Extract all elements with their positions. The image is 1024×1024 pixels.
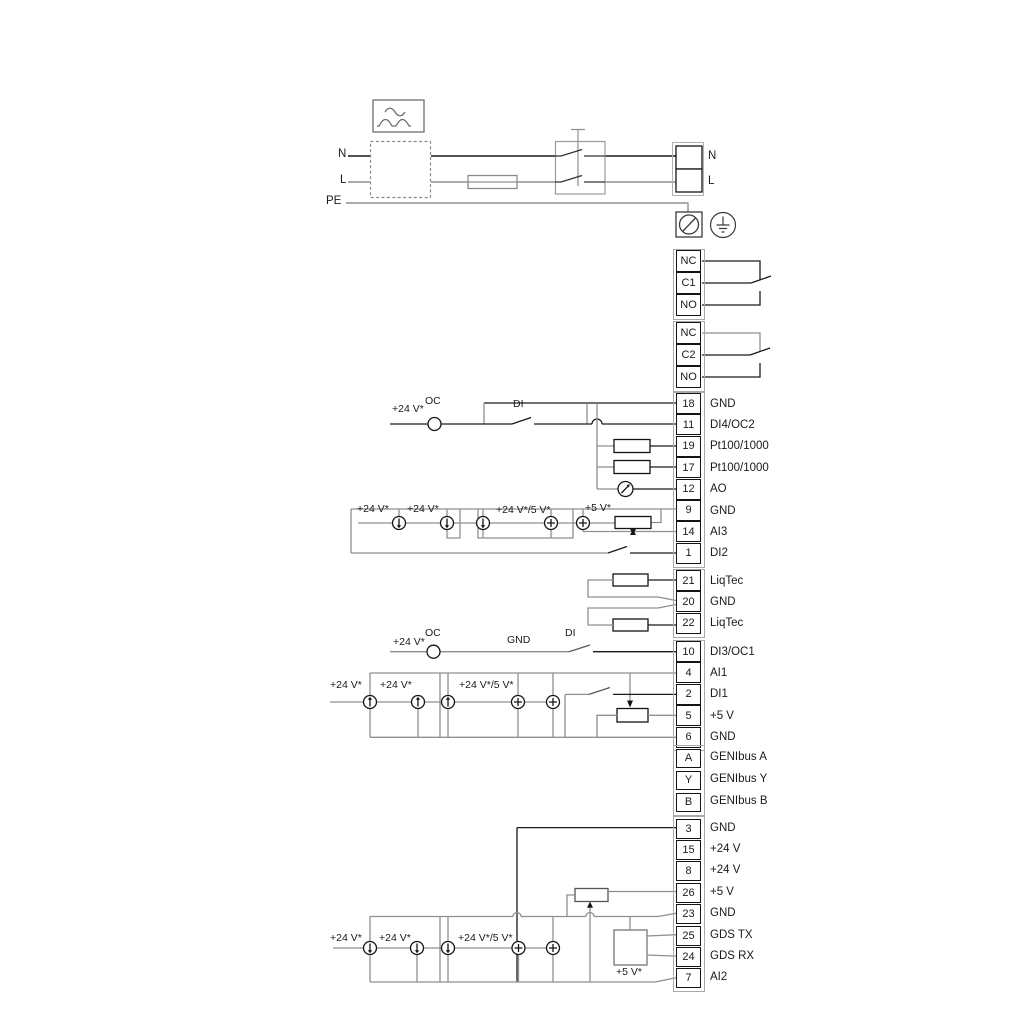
terminal-row [673, 903, 893, 924]
terminal-strip-io3 [673, 817, 893, 988]
current-source-icon [442, 696, 455, 709]
terminal-23: 23 [676, 904, 701, 924]
terminal-row [673, 366, 893, 388]
terminal-row [673, 570, 893, 591]
terminal-row [673, 322, 893, 344]
terminal-row [673, 662, 893, 683]
terminal-12: 12 [676, 479, 701, 500]
terminal-row [673, 641, 893, 662]
terminal-1: 1 [676, 543, 701, 564]
label-mains-pe: PE [326, 195, 342, 207]
terminal-label: AI3 [710, 526, 728, 539]
filter-box-icon [371, 142, 431, 198]
open-collector-icon [428, 418, 441, 431]
current-source-icon [364, 942, 377, 955]
terminal-row [673, 272, 893, 294]
terminal-label: AO [710, 483, 727, 496]
analog-output-meter-icon [618, 482, 633, 497]
terminal-26: 26 [676, 883, 701, 903]
terminal-nc2: NC [676, 322, 701, 344]
terminal-row [673, 838, 893, 859]
terminal-label: GDS RX [710, 950, 755, 963]
current-source-icon [364, 696, 377, 709]
terminal-strip-genibus [673, 746, 893, 812]
terminal-row [673, 746, 893, 768]
terminal-strip-relay2 [673, 322, 893, 388]
label-di: DI [565, 627, 576, 639]
voltage-source-icon [577, 517, 590, 530]
label-oc: OC [425, 627, 441, 639]
terminal-row [673, 768, 893, 790]
label-24v: +24 V* [392, 403, 424, 415]
terminal-label: DI3/OC1 [710, 645, 755, 658]
open-collector-icon [427, 645, 440, 658]
ai2-gds-wiring [333, 828, 676, 982]
terminal-row [673, 344, 893, 366]
ac-dc-converter-icon [373, 100, 424, 132]
terminal-label: GND [710, 596, 736, 609]
terminal-row [673, 613, 893, 634]
label-mains-l-out: L [708, 175, 715, 187]
terminal-20: 20 [676, 591, 701, 612]
terminal-10: 10 [676, 641, 701, 662]
gds-module-icon [614, 930, 647, 965]
terminal-label: AI1 [710, 667, 728, 680]
terminal-y: Y [676, 771, 701, 790]
label-5v: +5 V* [585, 502, 611, 514]
terminal-25: 25 [676, 926, 701, 946]
terminal-row [673, 945, 893, 966]
label-24v: +24 V* [379, 932, 411, 944]
terminal-label: DI2 [710, 547, 728, 560]
terminal-7: 7 [676, 968, 701, 988]
terminal-2: 2 [676, 684, 701, 705]
terminal-22: 22 [676, 613, 701, 634]
terminal-6: 6 [676, 727, 701, 748]
terminal-label: GND [710, 821, 736, 834]
terminal-no1: NO [676, 294, 701, 316]
current-source-icon [441, 517, 454, 530]
potentiometer-icon [575, 889, 608, 902]
label-mains-l-in: L [340, 174, 347, 186]
label-mains-n-out: N [708, 150, 717, 162]
di-switch-icon [512, 418, 531, 425]
label-24v-5v: +24 V*/5 V* [496, 504, 551, 516]
di4-oc2-wiring [390, 403, 676, 497]
voltage-source-icon [547, 942, 560, 955]
terminal-label: GENIbus B [710, 795, 768, 807]
terminal-18: 18 [676, 393, 701, 414]
current-source-icon [411, 942, 424, 955]
terminal-row [673, 393, 893, 414]
current-source-icon [442, 942, 455, 955]
current-source-icon [412, 696, 425, 709]
terminal-strip-io2 [673, 641, 893, 748]
terminal-14: 14 [676, 521, 701, 542]
terminal-row [673, 250, 893, 272]
terminal-row [673, 924, 893, 945]
terminal-label: GND [710, 731, 736, 744]
fuse-icon [468, 176, 517, 189]
terminal-label: +5 V [710, 709, 734, 722]
terminal-label: GENIbus A [710, 751, 767, 763]
label-24v: +24 V* [407, 503, 439, 515]
terminal-row [673, 860, 893, 881]
di-switch-icon [589, 688, 610, 695]
terminal-strip-liqtec [673, 570, 893, 634]
label-24v: +24 V* [357, 503, 389, 515]
terminal-24: 24 [676, 947, 701, 967]
terminal-19: 19 [676, 436, 701, 457]
terminal-c1: C1 [676, 272, 701, 294]
terminal-9: 9 [676, 500, 701, 521]
terminal-row [673, 479, 893, 500]
potentiometer-icon [617, 709, 648, 723]
potentiometer-icon [615, 517, 651, 536]
voltage-source-icon [512, 696, 525, 709]
terminal-17: 17 [676, 457, 701, 478]
main-switch-icon [555, 130, 605, 195]
label-24v: +24 V* [380, 679, 412, 691]
terminal-label: LiqTec [710, 574, 744, 587]
terminal-nc1: NC [676, 250, 701, 272]
terminal-label: +24 V [710, 843, 741, 856]
terminal-11: 11 [676, 414, 701, 435]
label-24v: +24 V* [393, 636, 425, 648]
label-di: DI [513, 398, 524, 410]
terminal-label: DI4/OC2 [710, 419, 755, 432]
terminal-strip-relay1 [673, 250, 893, 316]
terminal-c2: C2 [676, 344, 701, 366]
terminal-3: 3 [676, 819, 701, 839]
terminal-row [673, 705, 893, 726]
terminal-a: A [676, 749, 701, 768]
terminal-row [673, 521, 893, 542]
terminal-21: 21 [676, 570, 701, 591]
voltage-source-icon [547, 696, 560, 709]
terminal-row [673, 727, 893, 748]
terminal-row [673, 457, 893, 478]
terminal-row [673, 294, 893, 316]
terminal-strip-io1 [673, 393, 893, 564]
terminal-15: 15 [676, 840, 701, 860]
label-24v-5v: +24 V*/5 V* [458, 932, 513, 944]
terminal-5: 5 [676, 705, 701, 726]
di-switch-icon [608, 547, 627, 554]
terminal-label: GDS TX [710, 928, 753, 941]
terminal-row [673, 543, 893, 564]
pt100-resistor-icon [614, 440, 650, 453]
terminal-label: +5 V [710, 885, 734, 898]
terminal-label: GND [710, 907, 736, 920]
terminal-label: Pt100/1000 [710, 461, 769, 474]
current-source-icon [393, 517, 406, 530]
label-24v: +24 V* [330, 679, 362, 691]
terminal-8: 8 [676, 861, 701, 881]
mains-terminal-block [673, 143, 704, 196]
label-24v-5v: +24 V*/5 V* [459, 679, 514, 691]
terminal-label: GND [710, 397, 736, 410]
label-gnd: GND [507, 634, 531, 646]
terminal-row [673, 881, 893, 902]
terminal-row [673, 790, 893, 812]
terminal-row [673, 436, 893, 457]
di-switch-icon [569, 645, 590, 652]
current-source-icon [477, 517, 490, 530]
terminal-row [673, 817, 893, 838]
terminal-label: AI2 [710, 971, 728, 984]
liqtec-sensor-icon [613, 574, 648, 586]
terminal-label: DI1 [710, 688, 728, 701]
earth-icon [711, 213, 736, 238]
terminal-row [673, 684, 893, 705]
di3-oc1-wiring [390, 645, 676, 658]
screw-terminal-icon [676, 212, 702, 237]
terminal-row [673, 967, 893, 988]
terminal-label: GENIbus Y [710, 773, 768, 785]
label-5v: +5 V* [616, 966, 642, 978]
label-24v: +24 V* [330, 932, 362, 944]
terminal-row [673, 591, 893, 612]
terminal-label: Pt100/1000 [710, 440, 769, 453]
terminal-no2: NO [676, 366, 701, 388]
terminal-row [673, 500, 893, 521]
terminal-label: LiqTec [710, 617, 744, 630]
label-oc: OC [425, 395, 441, 407]
voltage-source-icon [545, 517, 558, 530]
terminal-row [673, 414, 893, 435]
terminal-label: GND [710, 504, 736, 517]
pt100-resistor-icon [614, 461, 650, 474]
label-mains-n-in: N [338, 148, 347, 160]
voltage-source-icon [512, 942, 525, 955]
terminal-label: +24 V [710, 864, 741, 877]
terminal-4: 4 [676, 662, 701, 683]
liqtec-sensor-icon [613, 619, 648, 631]
terminal-b: B [676, 793, 701, 812]
liqtec-wiring [588, 574, 676, 631]
